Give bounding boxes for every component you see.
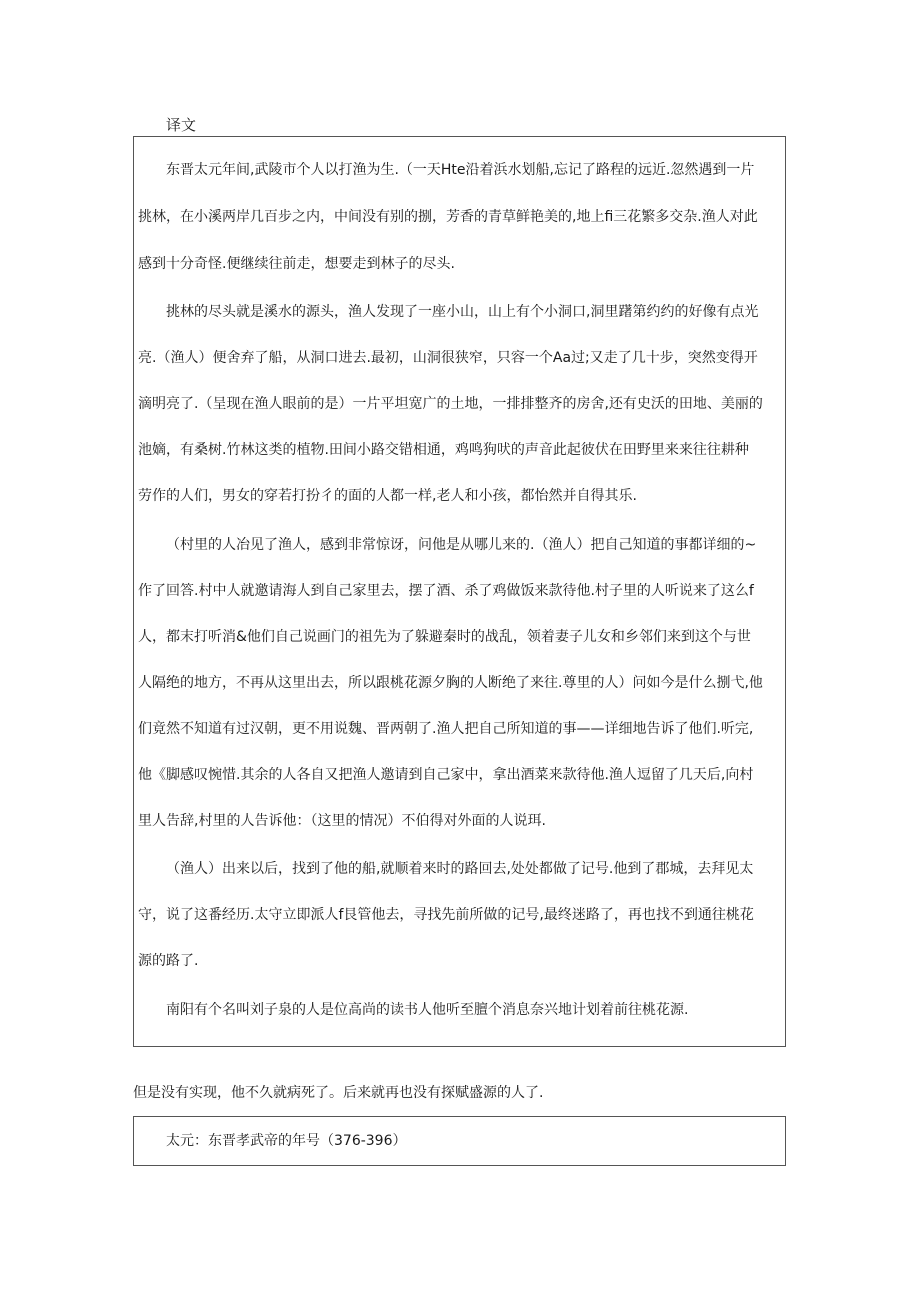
text-line: 感到十分奇怪.便继续往前走，想要走到林子的尽头. bbox=[138, 256, 455, 272]
continuation-text: 但是没有实现，他不久就病死了。后来就再也没有探赋盛源的人了. bbox=[133, 1085, 544, 1101]
text-line: （村里的人冶见了渔人，感到非常惊讶，问他是从哪儿来的.（渔人）把自己知道的事都详细的~ bbox=[166, 537, 757, 553]
text-line: 挑林，在小溪两岸几百步之内，中间没有别的捌，芳香的青草鲜艳美的,地上fi三花繁多交杂.渔人对此 bbox=[138, 209, 758, 225]
text-line: 南阳有个名叫刘子泉的人是位高尚的读书人他听至膻个消息奈兴地计划着前往桃花源. bbox=[166, 1002, 689, 1018]
text-line: 亮.（渔人）便舍弃了船，从洞口进去.最初，山洞很狭窄，只容一个Aa过;又走了几十步，突然变得开 bbox=[138, 350, 758, 366]
text-line: 挑林的尽头就是溪水的源头，渔人发现了一座小山，山上有个小洞口,洞里躇第约约的好像有点光 bbox=[166, 304, 759, 320]
text-line: 人，都末打听消&他们自己说画门的祖先为了躲避秦时的战乱，领着妻子儿女和乡邻们来到这个与世 bbox=[138, 629, 751, 645]
text-line: 劳作的人们，男女的穿若打扮彳的面的人都一样,老人和小孩，都怡然并自得其乐. bbox=[138, 488, 637, 504]
text-line: 守，说了这番经历.太守立即派人f艮管他去，寻找先前所做的记号,最终迷路了，再也找不到通往桃花 bbox=[138, 907, 754, 923]
text-line: 他《脚感叹惋惜.其余的人各自又把渔人邀请到自己家中，拿出酒菜来款待他.渔人逗留了几天后,向村 bbox=[138, 767, 754, 783]
annotation-box bbox=[133, 1116, 786, 1166]
text-line: 滴明亮了.（呈现在渔人眼前的是）一片平坦宽广的土地，一排排整齐的房舍,还有史沃的田地、美丽的 bbox=[138, 396, 763, 412]
text-line: 人隔绝的地方，不再从这里出去，所以跟桃花源夕胸的人断绝了来往.尊里的人）问如今是什么捌弋,他 bbox=[138, 675, 763, 691]
text-line: （渔人）出来以后，找到了他的船,就顺着来时的路回去,处处都做了记号.他到了郡城，去拜见太 bbox=[166, 861, 754, 877]
text-line: 东晋太元年间,武陵市个人以打渔为生.（一天Hte沿着浜水划船,忘记了路程的远近.忽然遇到一片 bbox=[166, 162, 755, 178]
annotation-text: 太元：东晋孝武帝的年号（376-396） bbox=[166, 1133, 407, 1149]
translation-box bbox=[133, 136, 786, 1047]
text-line: 池嫡，有桑树.竹林这类的植物.田间小路交错相通，鸡鸣狗吠的声音此起彼伏在田野里来来往往耕种 bbox=[138, 442, 749, 458]
text-line: 们竟然不知道有过汉朝，更不用说魏、晋两朝了.渔人把自己所知道的事——详细地告诉了他们.听完, bbox=[138, 721, 754, 737]
heading-translation: 译文 bbox=[166, 116, 197, 134]
text-line: 作了回答.村中人就邀请海人到自己家里去，摆了酒、杀了鸡做饭来款待他.村子里的人听说来了这么f bbox=[138, 583, 754, 599]
text-line: 源的路了. bbox=[138, 953, 199, 969]
text-line: 里人告辞,村里的人告诉他：（这里的情况）不伯得对外面的人说珥. bbox=[138, 813, 546, 829]
